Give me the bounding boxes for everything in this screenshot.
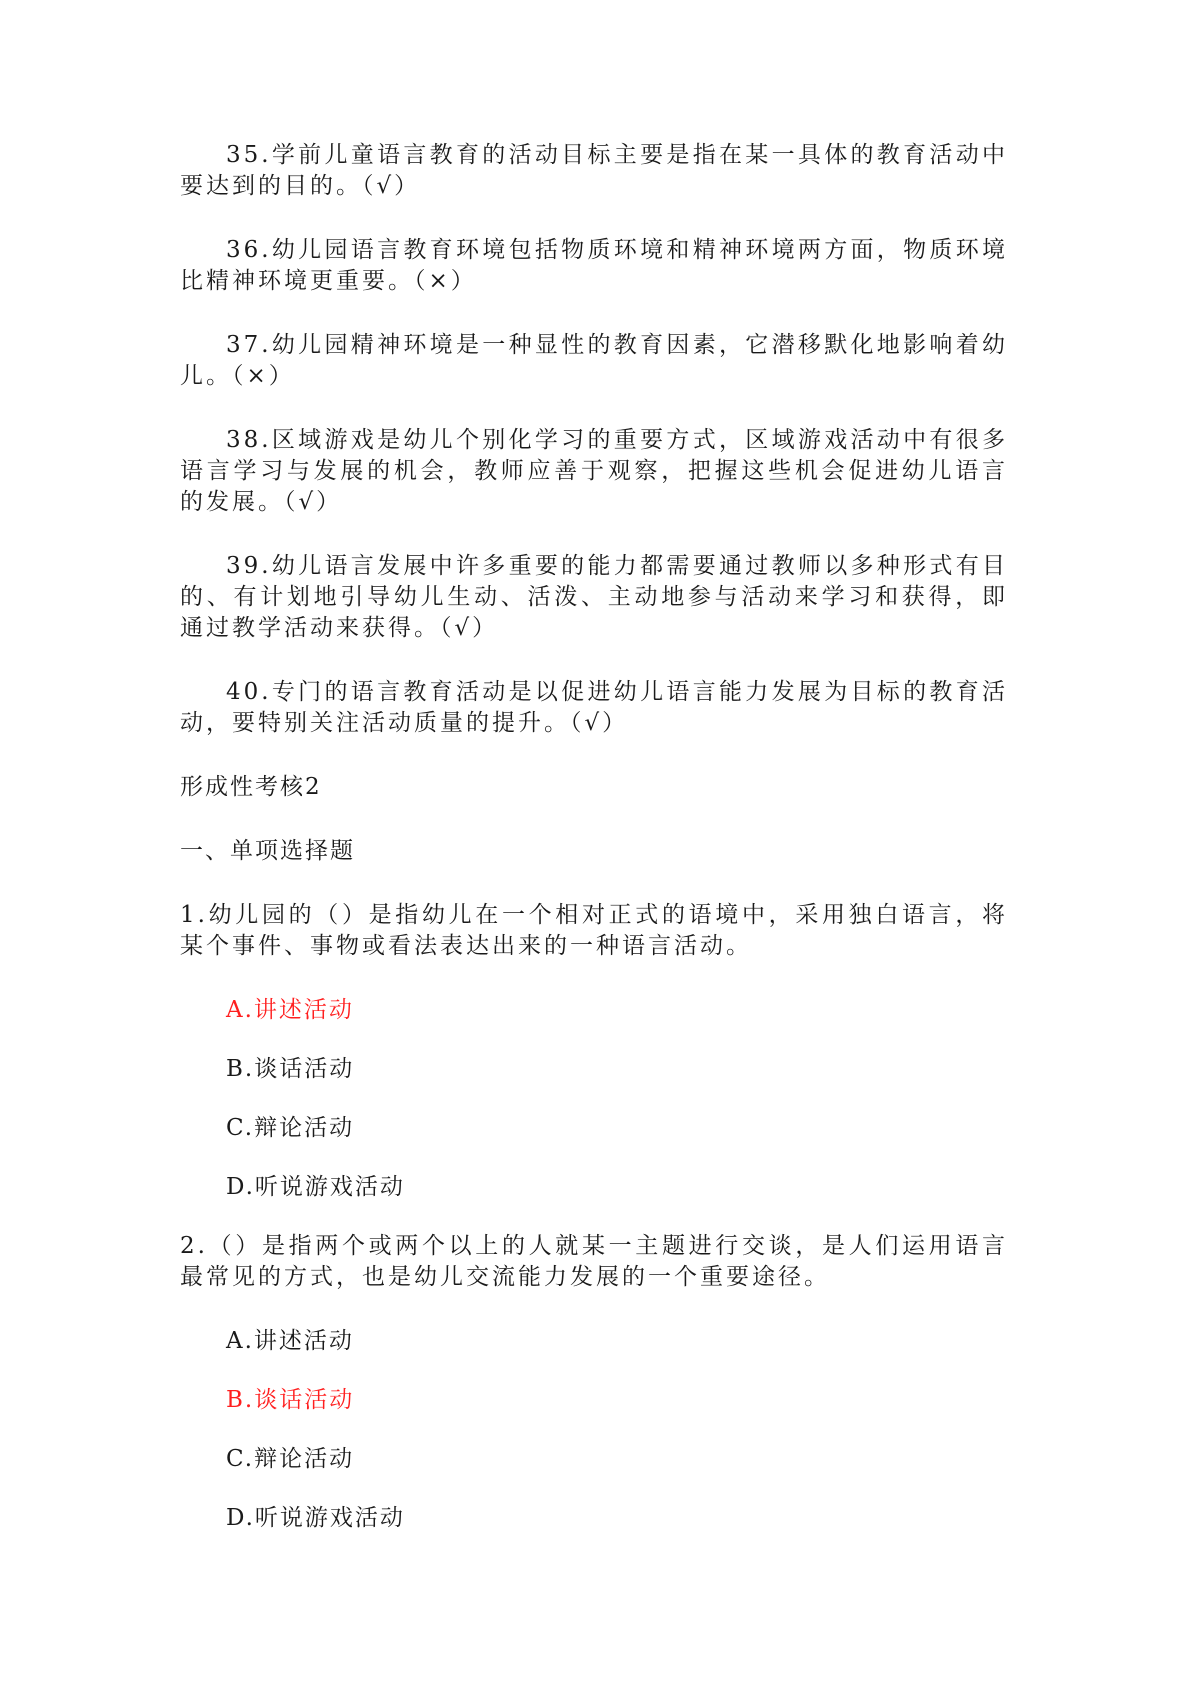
- question-1-text: 1.幼儿园的（）是指幼儿在一个相对正式的语境中，采用独白语言，将某个事件、事物或看法表达出来的一种语言活动。: [180, 902, 1008, 959]
- judgment-item-38: 38.区域游戏是幼儿个别化学习的重要方式，区域游戏活动中有很多语言学习与发展的机会，教师应善于观察，把握这些机会促进幼儿语言的发展。（√）: [180, 427, 1008, 515]
- question-2-option-b: B.谈话活动: [226, 1387, 355, 1413]
- question-1-option-b: B.谈话活动: [226, 1056, 355, 1082]
- page-content: [180, 140, 1008, 1562]
- question-2-text: 2.（）是指两个或两个以上的人就某一主题进行交谈，是人们运用语言最常见的方式，也是幼儿交流能力发展的一个重要途径。: [180, 1233, 1008, 1290]
- question-2-option-c: C.辩论活动: [226, 1446, 355, 1472]
- judgment-item-40: 40.专门的语言教育活动是以促进幼儿语言能力发展为目标的教育活动，要特别关注活动质量的提升。（√）: [180, 679, 1008, 736]
- subsection-title: 一、单项选择题: [180, 838, 355, 864]
- question-1-option-c: C.辩论活动: [226, 1115, 355, 1141]
- question-2-option-a: A.讲述活动: [226, 1328, 354, 1354]
- question-1-option-a: A.讲述活动: [226, 997, 354, 1023]
- question-2-option-d: D.听说游戏活动: [226, 1505, 405, 1531]
- judgment-item-39: 39.幼儿语言发展中许多重要的能力都需要通过教师以多种形式有目的、有计划地引导幼儿生动、活泼、主动地参与活动来学习和获得，即通过教学活动来获得。（√）: [180, 553, 1008, 641]
- judgment-item-35: 35.学前儿童语言教育的活动目标主要是指在某一具体的教育活动中要达到的目的。（√）: [180, 142, 1008, 199]
- question-1-option-d: D.听说游戏活动: [226, 1174, 405, 1200]
- judgment-item-36: 36.幼儿园语言教育环境包括物质环境和精神环境两方面，物质环境比精神环境更重要。（×）: [180, 237, 1008, 294]
- section-title: 形成性考核2: [180, 774, 322, 800]
- judgment-item-37: 37.幼儿园精神环境是一种显性的教育因素，它潜移默化地影响着幼儿。（×）: [180, 332, 1008, 389]
